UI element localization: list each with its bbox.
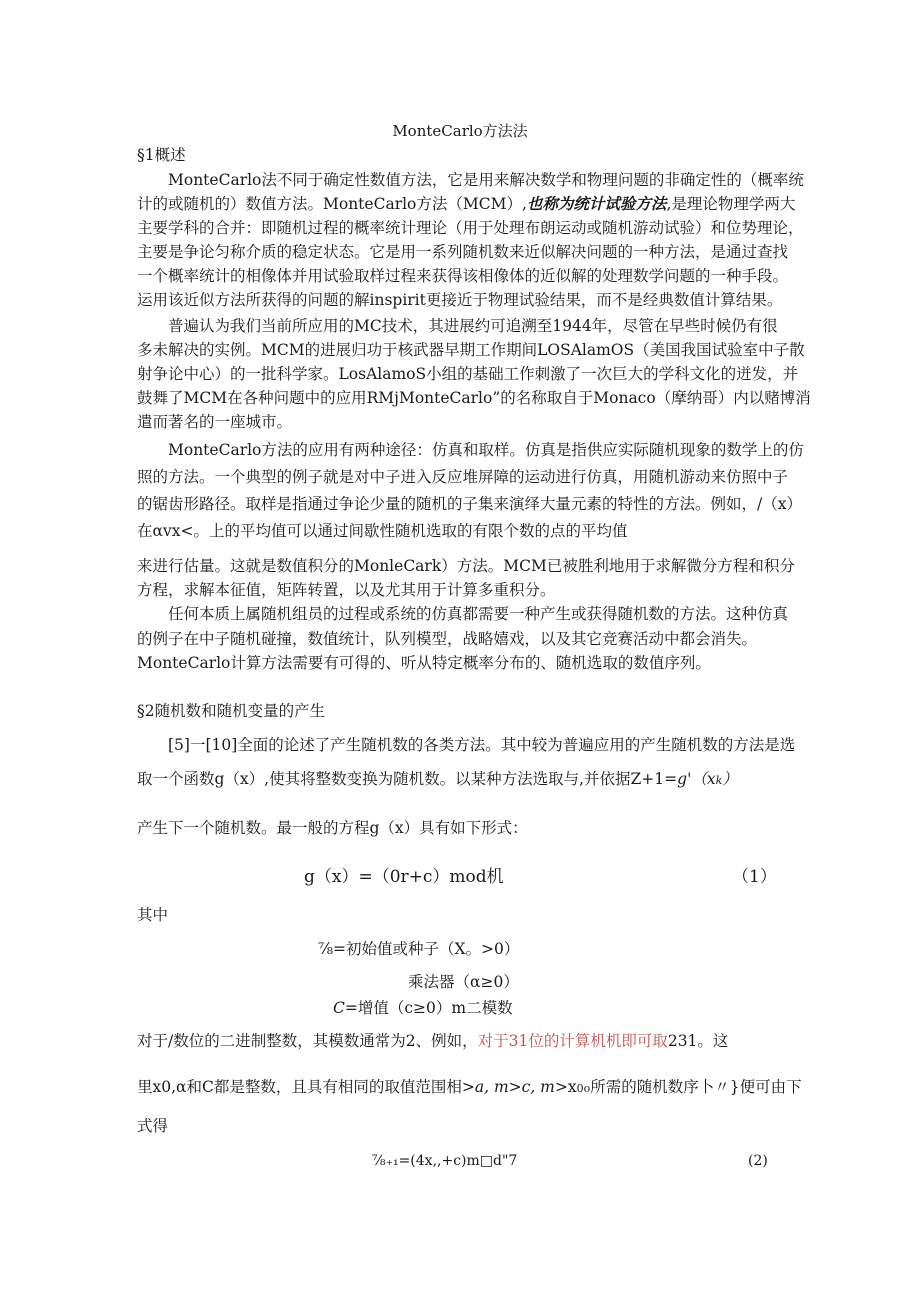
- paragraph-line: MonteCarlo方法的应用有两种途径：仿真和取样。仿真是指供应实际随机现象的数学上的仿: [168, 441, 804, 459]
- definition-seed: ⅞=初始值或种子（X。>0）: [318, 940, 520, 958]
- definition-increment: C=增值（c≥0）m二模数: [333, 999, 513, 1017]
- paragraph-line: 遣而著名的一座城市。: [137, 413, 293, 431]
- paragraph-line: 的例子在中子随机碰撞，数值统计，队列模型，战略嬉戏，以及其它竞赛活动中都会消失。: [137, 630, 758, 648]
- paragraph-line: 来进行估量。这就是数值积分的MonleCark）方法。MCM已被胜利地用于求解微分方程和积分: [137, 557, 795, 575]
- equation-1-number: （1）: [732, 867, 777, 887]
- paragraph-line: 运用该近似方法所获得的问题的解inspirit更接近于物理试验结果，而不是经典数值计算结果。: [137, 291, 783, 309]
- paragraph-line: 多未解决的实例。MCM的进展归功于核武器早期工作期间LOSAlamOS（美国我国试验室中子散: [137, 341, 805, 359]
- paragraph-line: 对于/数位的二进制整数，其模数通常为2、例如，对于31位的计算机机即可取231。这: [137, 1032, 729, 1050]
- equation-2: ⅞₊₁=(4x,,+c)m□d"7: [372, 1153, 518, 1169]
- paragraph-line: 里x0,α和C都是整数，且具有相同的取值范围相>a, m>c, m>x0o所需的随机数序卜〃}便可由下: [137, 1078, 802, 1096]
- paragraph-line: MonteCarlo法不同于确定性数值方法，它是用来解决数学和物理问题的非确定性的（概率统: [168, 171, 804, 189]
- equation-1: g（x）=（0r+c）mod机: [304, 867, 504, 887]
- document-title: MonteCarlo方法法: [392, 122, 528, 140]
- paragraph-line: 鼓舞了MCM在各种问题中的应用RMjMonteCarlo”的名称取自于Monaco（摩纳哥）内以赌博消: [137, 389, 811, 407]
- paragraph-line: 射争论中心）的一批科学家。LosAlamoS小组的基础工作刺激了一次巨大的学科文化的迸发，并: [137, 365, 799, 383]
- paragraph-line: 方程，求解本征值，矩阵转置，以及尤其用于计算多重积分。: [137, 581, 556, 599]
- paragraph-line: 取一个函数g（x）,使其将整数变换为随机数。以某种方法选取与,并依据Z+1=g'（xk）: [137, 770, 738, 788]
- formula-inline: g'（x: [677, 770, 716, 788]
- section-2-heading: §2随机数和随机变量的产生: [137, 702, 326, 720]
- paragraph-line: 计的或随机的）数值方法。MonteCarlo方法（MCM）,也称为统计试验方法,是理论物理学两大: [137, 195, 796, 213]
- paragraph-line: 一个概率统计的相像体并用试验取样过程来获得该相像体的近似解的处理数学问题的一种手段。: [137, 267, 789, 285]
- paragraph-line: 主要学科的合并：即随机过程的概率统计理论（用于处理布朗运动或随机游动试验）和位势理论，: [137, 219, 804, 237]
- highlighted-text: 对于31位的计算机机即可取: [477, 1032, 668, 1050]
- paragraph-line: 在αvx<。上的平均值可以通过间歇性随机选取的有限个数的点的平均值: [137, 522, 628, 540]
- paragraph-line: 任何本质上属随机组员的过程或系统的仿真都需要一种产生或获得随机数的方法。这种仿真: [168, 605, 789, 623]
- paragraph-line: 主要是争论匀称介质的稳定状态。它是用一系列随机数来近似解决问题的一种方法，是通过查找: [137, 243, 789, 261]
- paragraph-line: 的锯齿形路径。取样是指通过争论少量的随机的子集来演绎大量元素的特性的方法。例如，/（x）: [137, 495, 802, 513]
- definition-multiplier: 乘法器（α≥0）: [408, 973, 519, 991]
- where-label: 其中: [137, 906, 169, 924]
- section-1-heading: §1概述: [137, 146, 186, 164]
- paragraph-line: 式得: [137, 1117, 169, 1135]
- paragraph-line: 产生下一个随机数。最一般的方程g（x）具有如下形式：: [137, 819, 528, 837]
- paragraph-line: 照的方法。一个典型的例子就是对中子进入反应堆屏障的运动进行仿真，用随机游动来仿照中子: [137, 468, 789, 486]
- paragraph-line: 普遍认为我们当前所应用的MC技术，其进展约可追溯至1944年，尽管在早些时候仍有很: [168, 317, 778, 335]
- equation-2-number: (2): [748, 1153, 768, 1169]
- paragraph-line: [5]一[10]全面的论述了产生随机数的各类方法。其中较为普遍应用的产生随机数的方法是选: [168, 736, 796, 754]
- paragraph-line: MonteCarlo计算方法需要有可得的、听从特定概率分布的、随机选取的数值序列。: [137, 654, 711, 672]
- emphasis-text: 也称为统计试验方法: [526, 195, 667, 213]
